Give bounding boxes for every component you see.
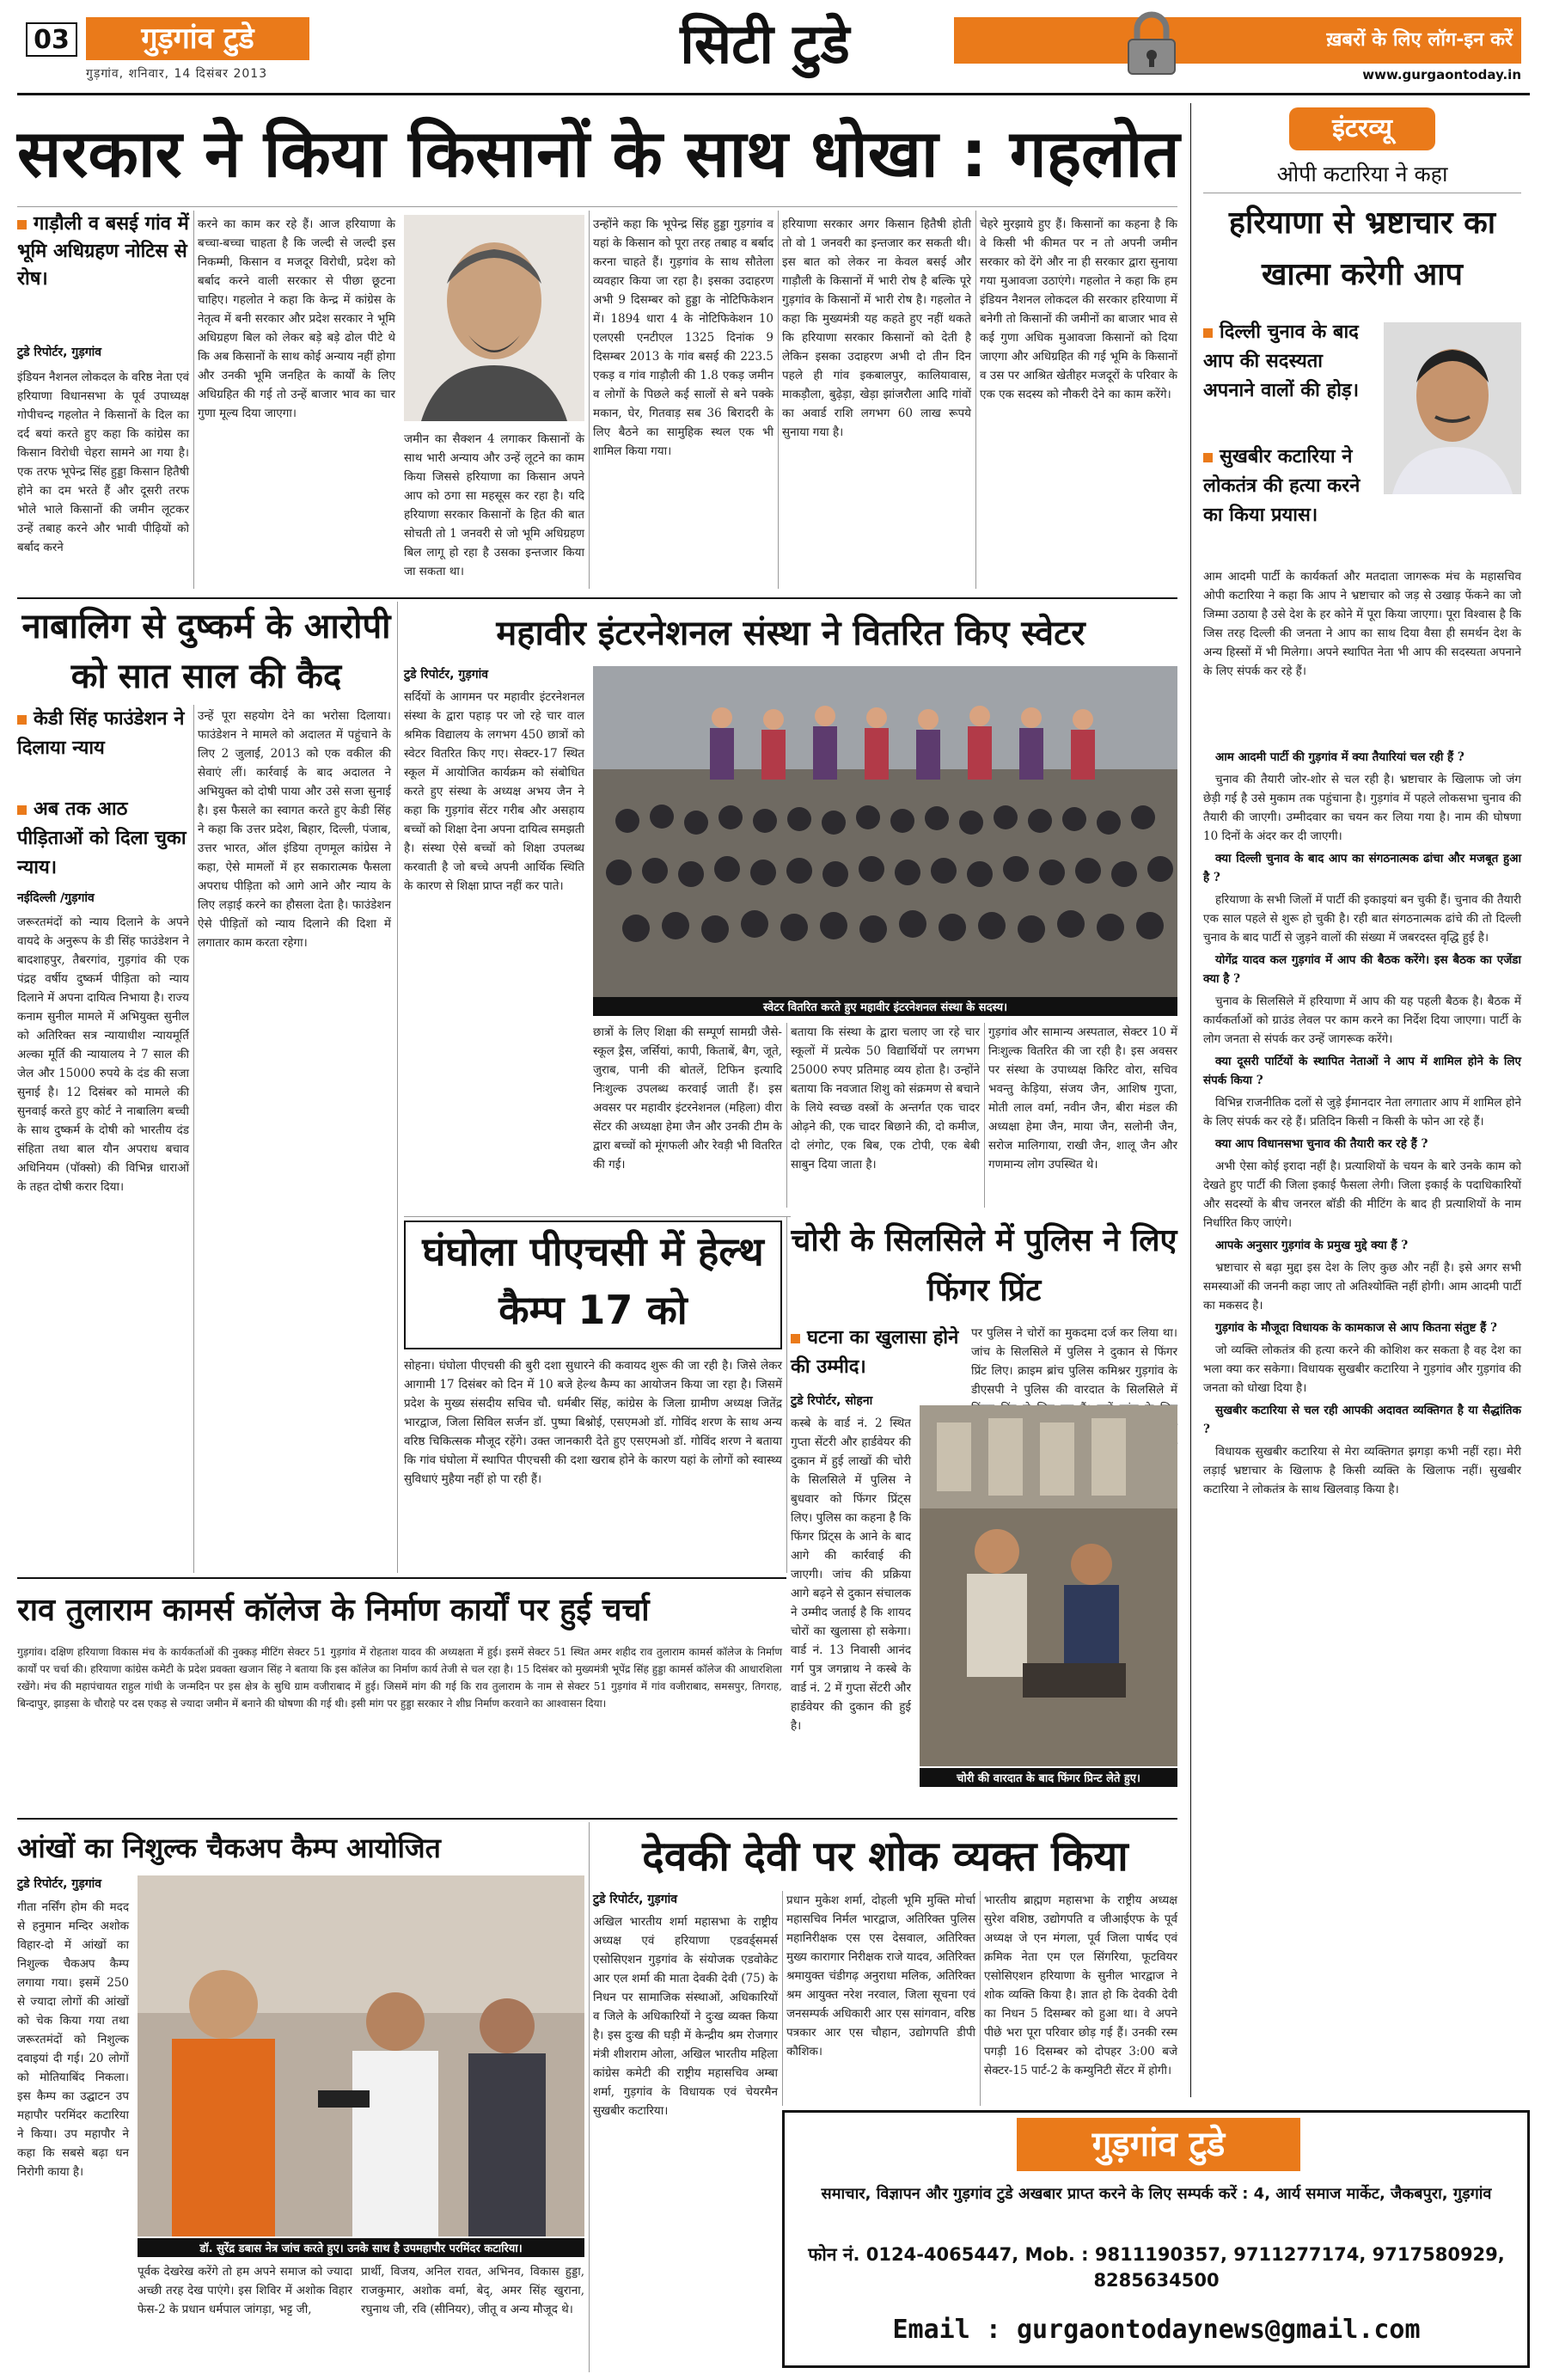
- page-number: 03: [26, 22, 77, 57]
- footer-email[interactable]: Email : gurgaontodaynews@gmail.com: [892, 2315, 1421, 2345]
- eye-body: गीता नर्सिंग होम की मदद से हनुमान मन्दिर अशोक विहार-दो में आंखों का निशुल्क चैकअप कैम्प लगाया गया। इसमें 250 से ज्यादा लोगों की आंखों को चेक किया गया तथा जरूरतमंदों को निशुल्क दवाइयां दी गई। 20 लोगों को मोतियाबिंद निकला। इस कैम्प का उद्घाटन उप महापौर परमिंदर कटारिया ने किया। उप महापौर ने कहा कि सबसे बढ़ा धन निरोगी काया है।: [17, 1900, 129, 2179]
- sweater-col-b: बताया कि संस्था के द्वारा चलाए जा रहे चार स्कूलों में प्रत्येक 50 विद्यार्थियों पर लगभग 25000 रुपए प्रतिमाह व्यय होता है। उन्होंने बताया कि नवजात शिशु को संक्रमण से बचाने के लिये स्वच्छ वस्त्रों के अन्तर्गत एक चादर ओढ़ने की, एक चादर बिछाने की, दो कमीज, दो लंगोट, एक बिब, एक टोपी, एक बेबी साबुन दिया जाता है।: [791, 1025, 980, 1172]
- answer-7: जो व्यक्ति लोकतंत्र की हत्या करने की कोशिश कर सकता है वह देश का भला क्या कर सकेगा। विधायक सुखबीर कटारिया ने गुड़गांव और गुड़गांव की जनता को धोखा दिया है।: [1203, 1343, 1521, 1395]
- court-col-2: उन्हें पूरा सहयोग देने का भरोसा दिलाया। फाउंडेशन ने मामले को अदालत में पहुंचाने के लिए 2 जुलाई, 2013 को एक वकील की सेवाएं लीं। कार्रवाई के बाद अदालत ने अभियुक्त को दोषी पाया और उसे सजा सुनाई है। इस फैसले का स्वागत करते हुए केडी सिंह ने कहा कि उत्तर प्रदेश, बिहार, दिल्ली, पंजाब, उत्तर भारत, ऑल इंडिया तृणमूल कांग्रेस ने कहा, ऐसे मामलों में हर सकारात्मक फैसला अपराध पीड़िता को आगे आने और न्याय के लिए लड़ाई करने का हौसला देता है। फाउंडेशन ऐसे पीड़ितों को न्याय दिलाने की दिशा में लगातार काम करता रहेगा।: [198, 709, 391, 950]
- sweater-col-c: गुड़गांव और सामान्य अस्पताल, सेक्टर 10 में निःशुल्क वितरित की जा रही है। इस अवसर पर संस्था के उपाध्यक्ष किरिट वोरा, सचिव भवन्तु केड़िया, संजय जैन, आशिष गुप्ता, मोती लाल वर्मा, नवीन जैन, बीरा मंडल की अध्यक्षा हेमा जैन, माया जैन, सलोनी जैन, सरोज मालिगाया, राखी जैन, शालू जैन और गणमान्य लोग उपस्थित थे।: [988, 1025, 1177, 1172]
- eye-headline: आंखों का निशुल्क चैकअप कैम्प आयोजित: [17, 1832, 441, 1864]
- lead-col-3: जमीन का सैक्शन 4 लगाकर किसानों के साथ भारी अन्याय और उन्हें लूटने का काम किया जिससे हरियाणा का किसान अपने आप को ठगा सा महसूस कर रहा है। यदि हरियाणा सरकार किसानों के हित की बात सोचती तो 1 जनवरी से जो भूमि अधिग्रहण बिल लागू हो रहा है उसका इन्तजार किया जा सकता था।: [404, 432, 584, 578]
- question-2: क्या दिल्ली चुनाव के बाद आप का संगठनात्मक ढांचा और मजबूत हुआ है ?: [1203, 852, 1521, 884]
- contact-box: [782, 2110, 1530, 2368]
- question-7: गुड़गांव के मौजूदा विधायक के कामकाज से आप कितना संतुष्ट हैं ?: [1215, 1321, 1497, 1335]
- sweater-headline: महावीर इंटरनेशनल संस्था ने वितरित किए स्वेटर: [496, 614, 1085, 653]
- answer-6: भ्रष्टाचार से बढ़ा मुद्दा इस देश के लिए कुछ और नहीं है। इसे अगर सभी समस्याओं की जननी कहा जाए तो अतिश्योक्ति नहीं होगी। आम आदमी पार्टी का मकसद है।: [1203, 1261, 1521, 1312]
- theft-col-1: कस्बे के वार्ड नं. 2 स्थित गुप्ता सेंटरी और हार्डवेयर की दुकान में हुई लाखों की चोरी के सिलसिले में पुलिस ने बुधवार को फिंगर प्रिंट्स लिए। पुलिस का कहना है कि फिंगर प्रिंट्स के आने के बाद आगे की कार्रवाई की जाएगी। जांच की प्रक्रिया आगे बढ़ने से दुकान संचालक ने उम्मीद जताई है कि शायद चोरों का खुलासा हो सकेगा। वार्ड नं. 13 निवासी आनंद गर्ग पुत्र जगन्नाथ ने कस्बे के वार्ड नं. 2 में गुप्ता सेंटरी और हार्डवेयर की दुकान की हुई है।: [791, 1416, 911, 1733]
- ghangola-headline: घंघोला पीएचसी में हेल्थ कैम्प 17 को: [404, 1221, 782, 1349]
- footer-address: समाचार, विज्ञापन और गुड़गांव टुडे अखबार प्राप्त करने के लिए सम्पर्क करें : 4, आर्य समाज मार्केट, जैकबपुरा, गुड़गांव: [821, 2185, 1492, 2203]
- masthead-logo: गुड़गांव टुडे: [86, 17, 309, 60]
- gehlot-photo: [404, 215, 584, 421]
- theft-caption-text: चोरी की वारदात के बाद फिंगर प्रिन्ट लेते हुए।: [920, 1768, 1177, 1787]
- answer-1: चुनाव की तैयारी जोर-शोर से चल रही है। भ्रष्टाचार के खिलाफ जो जंग छेड़ी गई है उसे मुकाम तक पहुंचाना है। गुड़गांव में पहले लोकसभा चुनाव की तैयारी की जाएगी। उम्मीदवार का चयन कर लिया गया है। नाम की घोषणा 10 दिनों के अंदर कर दी जाएगी।: [1203, 773, 1521, 843]
- qa-block: [1203, 748, 1521, 1499]
- lead-col-5: हरियाणा सरकार अगर किसान हितैषी होती तो वो 1 जनवरी का इन्तजार कर सकती थी। इस बात को लेकर ना केवल बसई और गाड़ौली के किसानों में भारी रोष है बल्कि पूरे गुड़गांव के किसानों में भारी रोष है। गहलोत ने कहा कि मुख्यमंत्री यह कहते हुए नहीं थकते कि हरियाणा सरकार किसानों को देती है लेकिन इसका उदाहरण अभी दो तीन दिन पहले ही गांव इकबालपुर, कालियावास, माकड़ौला, बुढ़ेड़ा, खेड़ा झांजरौला आदि गांवों का अवार्ड राशि लगभग 60 लाख रूपये सुनाया गया है।: [782, 217, 971, 439]
- lead-headline: सरकार ने किया किसानों के साथ धोखा : गहलोत: [17, 115, 1180, 192]
- court-bullet-2: अब तक आठ पीड़िताओं को दिला चुका न्याय।: [17, 798, 186, 878]
- answer-5: अभी ऐसा कोई इरादा नहीं है। प्रत्याशियों के चयन के बारे उनके काम को देखते हुए पार्टी की जिला इकाई फैसला लेगी। जिला इकाई के पदाधिकारियों और सदस्यों के बीच जनरल बॉडी की मीटिंग के बाद ही प्रत्याशियों के नाम निर्धारित किए जाएंगे।: [1203, 1159, 1521, 1230]
- lead-byline: टुडे रिपोर्टर, गुड़गांव: [17, 346, 101, 359]
- interview-qa: [1203, 748, 1521, 2093]
- eye-col-3: प्रार्थी, विजय, अनिल रावत, अभिनव, विकास हुड्डा, राजकुमार, अशोक वर्मा, बेद्, अमर सिंह खुराना, रघुनाथ जी, रवि (सीनियर), जीतू व अन्य मौजूद थे।: [361, 2265, 584, 2316]
- theft-headline: चोरी के सिलसिले में पुलिस ने लिए फिंगर प्रिंट: [791, 1223, 1177, 1308]
- lead-col-6: चेहरे मुरझाये हुए हैं। किसानों का कहना है कि वे किसी भी कीमत पर न तो अपनी जमीन सरकार को देंगे और ना ही सरकार द्वारा सुनाया गया मुआवजा उठाएंगे। गहलोत ने कहा कि हम इंडियन नैशनल लोकदल की सरकार हरियाणा में बनेगी तो किसानों की जमीनों का बाजार भाव से कई गुणा अधिक मुआवजा किसानों को दिया जाएगा और अधिग्रहित की गई भूमि के किसानों व उस पर आश्रित खेतीहर मजदूरों के परिवार के एक एक सदस्य को नौकरी देने का काम करेंगे।: [980, 217, 1177, 401]
- sweater-caption-text: स्वेटर वितरित करते हुए महावीर इंटरनेशनल संस्था के सदस्य।: [593, 997, 1177, 1016]
- eye-byline: टुडे रिपोर्टर, गुड़गांव: [17, 1877, 101, 1891]
- question-3: योगेंद्र यादव कल गुड़गांव में आप की बैठक करेंगे। इस बैठक का एजेंडा क्या है ?: [1203, 953, 1521, 986]
- theft-byline: टुडे रिपोर्टर, सोहना: [791, 1394, 873, 1408]
- sweater-caption: [593, 997, 1177, 1018]
- answer-3: चुनाव के सिलसिले में हरियाणा में आप की यह पहली बैठक है। बैठक में कार्यकर्ताओं को ग्राउंड लेवल पर काम करने का निर्देश दिया जाएगा। पार्टी के लोग जनता से संपर्क कर उन्हें जागरूक करेंगे।: [1203, 994, 1521, 1046]
- court-col-1: जरूरतमंदों को न्याय दिलाने के अपने वायदे के अनुरूप के डी सिंह फाउंडेशन ने बादशाहपुर, तैबरगांव, गुड़गांव की एक पंद्रह वर्षीय दुष्कर्म पीड़िता को न्याय दिलाने में अपना दायित्व निभाया है। राज्य कनाम सुनील मामले में अभियुक्त सुनील को अतिरिक्त सत्र न्यायाधीश न्यायमूर्ति अल्का मूर्ति की न्यायालय ने 7 साल की जेल और 15000 रुपये के दंड की सजा सुनाई है। 12 दिसंबर को मामले की सुनवाई करते हुए कोर्ट ने नाबालिग बच्ची के साथ दुष्कर्म के दोषी को भारतीय दंड संहिता तथा बाल यौन अपराध बचाव अधिनियम (पॉक्सो) की विभिन्न धाराओं के तहत दोषी करार दिया।: [17, 915, 189, 1194]
- question-8: सुखबीर कटारिया से चल रही आपकी अदावत व्यक्तिगत है या सैद्धांतिक ?: [1203, 1404, 1521, 1436]
- interview-kicker: ओपी कटारिया ने कहा: [1276, 162, 1448, 187]
- question-5: क्या आप विधानसभा चुनाव की तैयारी कर रहे हैं ?: [1215, 1137, 1428, 1151]
- eye-caption: [138, 2238, 584, 2259]
- interview-bullet-1: दिल्ली चुनाव के बाद आप की सदस्यता अपनाने वालों की होड़।: [1203, 321, 1360, 401]
- eye-col-2: पूर्वक देखरेख करेंगे तो हम अपने समाज को ज्यादा अच्छी तरह देख पाएंगे। इस शिविर में अशोक विहार फेस-2 के प्रधान धर्मपाल जांगड़ा, भट्ट जी,: [138, 2265, 352, 2316]
- answer-8: विधायक सुखबीर कटारिया से मेरा व्यक्तिगत झगड़ा कभी नहीं रहा। मेरी लड़ाई भ्रष्टाचार के खिलाफ है किसी व्यक्ति के खिलाफ नहीं। सुखबीर कटारिया ने लोकतंत्र के साथ खिलवाड़ किया है।: [1203, 1445, 1521, 1496]
- website-link[interactable]: www.gurgaontoday.in: [1362, 67, 1521, 83]
- interview-bullet-2: सुखबीर कटारिया ने लोकतंत्र की हत्या करने का किया प्रयास।: [1203, 446, 1361, 526]
- login-banner-text: ख़बरों के लिए लॉग-इन करें: [1326, 29, 1513, 51]
- condolence-col-2: प्रधान मुकेश शर्मा, दोहली भूमि मुक्ति मोर्चा महासचिव निर्मल भारद्वाज, अतिरिक्त पुलिस महानिरीक्षक एस एस देसवाल, अतिरिक्त मुख्य कारागार निरीक्षक राजे यादव, अतिरिक्त श्रमायुक्त चंडीगढ़ अनुराधा मलिक, अतिरिक्त श्रम आयुक्त नरेश नरवाल, जिला सूचना एवं जनसम्पर्क अधिकारी आर एस सांगवान, वरिष्ठ पत्रकार आर एस चौहान, उद्योगपति डीपी कौशिक।: [786, 1894, 975, 2059]
- interview-tag: इंटरव्यू: [1289, 107, 1435, 150]
- court-byline: नईदिल्ली /गुड़गांव: [17, 891, 95, 905]
- answer-2: हरियाणा के सभी जिलों में पार्टी की इकाइयां बन चुकी हैं। चुनाव की तैयारी एक साल पहले से शुरू हो चुकी है। रही बात संगठनात्मक ढांचे की तो दिल्ली चुनाव के बाद पार्टी से जुड़ने वालों की संख्या में जबरदस्त वृद्धि हुई है।: [1203, 893, 1521, 945]
- eye-photo: [138, 1875, 584, 2236]
- lead-col-1: इंडियन नैशनल लोकदल के वरिष्ठ नेता एवं हरियाणा विधानसभा के पूर्व उपाध्यक्ष गोपीचन्द गहलोत ने किसानों के दिल का दर्द बयां करते हुए कहा कि कांग्रेस का किसान विरोधी चेहरा सामने आ गया है। एक तरफ भूपेन्द्र सिंह हुड्डा किसान हितैषी होने का दम भरते हैं और दूसरी तरफ भोले भाले किसानों की जमीन लूटकर उन्हें तबाह करने और भावी पीढ़ियों को बर्बाद करने: [17, 370, 189, 554]
- question-1: आम आदमी पार्टी की गुड़गांव में क्या तैयारियां चल रही हैं ?: [1215, 750, 1464, 764]
- eye-caption-text: डॉ. सुरेंद्र डबास नेत्र जांच करते हुए। उनके साथ है उपमहापौर परमिंदर कटारिया।: [138, 2238, 584, 2257]
- court-headline: नाबालिग से दुष्कर्म के आरोपी को सात साल की कैद: [21, 607, 391, 696]
- lead-col-2: करने का काम कर रहे हैं। आज हरियाणा के बच्चा-बच्चा चाहता है कि जल्दी से जल्दी इस निकम्मी, किसान व मजदूर विरोधी, प्रदेश को बर्बाद करने वाली सरकार से पीछा छूटना चाहिए। गहलोत ने कहा कि केन्द्र में कांग्रेस के नेतृत्व में बनी सरकार और प्रदेश सरकार ने भूमि अधिग्रहण बिल को लेकर बड़े बड़े ढोल पीटे थे कि अब किसानों के साथ कोई अन्याय नहीं होगा और उनकी भूमि जनहित के कार्यों के लिए अधिग्रहित की गई तो उन्हें बाजार भाव का चार गुणा मूल्य दिया जाएगा।: [198, 217, 395, 420]
- college-headline: राव तुलाराम कामर्स कॉलेज के निर्माण कार्यों पर हुई चर्चा: [17, 1593, 650, 1628]
- lock-icon: [1122, 9, 1182, 77]
- ghangola-body: सोहना। घंघोला पीएचसी की बुरी दशा सुधारने की कवायद शुरू की जा रही है। जिसे लेकर आगामी 17 दिसंबर को दिन में 10 बजे हेल्थ कैम्प का आयोजन किया जा रहा है। जिसमें प्रदेश के मुख्य संसदीय सचिव चौ. धर्मबीर सिंह, कांग्रेस के जिला ग्रामीण अध्यक्ष जितेंद्र भारद्वाज, जिला सिविल सर्जन डॉ. पुष्पा बिश्नोई, एसएमओ डॉ. गोविंद शरण के साथ अन्य वरिष्ठ चिकित्सक मौजूद रहेंगे। उक्त जानकारी देते हुए एसएमओ डॉ. गोविंद शरण ने बताया कि गांव घंघोला में स्थापित पीएचसी की दशा खराब होने के कारण यहां के लोगों को स्वास्थ्य सुविधाएं मुहैया नहीं हो पा रही हैं।: [404, 1359, 782, 1486]
- sweater-byline: टुडे रिपोर्टर, गुड़गांव: [404, 668, 488, 682]
- lead-col-4: उन्होंने कहा कि भूपेन्द्र सिंह हुड्डा गुड़गांव व यहां के किसान को पूरा तरह तबाह व बर्बाद करना चाहते हैं। गुड़गांव के साथ सौतेला व्यवहार किया जा रहा है। इसका उदाहरण अभी 9 दिसम्बर को हुड्डा के नोटिफिकेशन में। 1894 धारा 4 के नोटिफिकेशन 10 एलएसी एनटीएल 1325 दिनांक 9 दिसम्बर 2013 के गांव बसई की 223.5 एकड़ व गांव गाड़ौली की 1.8 एकड़ जमीन व लोगों के पिछले कई सालों से बने पक्के मकान, घेर, गितवाड़ सब 36 बिरादरी के लिए बैठने का सामुहिक स्थल एक भी शामिल किया गया।: [593, 217, 774, 458]
- court-bullet-1: केडी सिंह फाउंडेशन ने दिलाया न्याय: [17, 708, 185, 759]
- question-4: क्या दूसरी पार्टियों के स्थापित नेताओं ने आप में शामिल होने के लिए संपर्क किया ?: [1203, 1055, 1521, 1087]
- college-body: गुड़गांव। दक्षिण हरियाणा विकास मंच के कार्यकर्ताओं की नुक्कड़ मीटिंग सेक्टर 51 गुड़गांव में रोहताश यादव की अध्यक्षता में हुई। इसमें सेक्टर 51 स्थित अमर शहीद राव तुलाराम कामर्स कॉलेज के निर्माण कार्यों पर चर्चा की। हरियाणा कांग्रेस कमेटी के प्रदेश प्रवक्ता खजान सिंह ने बताया कि इस कॉलेज का निर्माण कार्य तेजी से चल रहा है। 15 दिसंबर को मुख्यमंत्री भूपेंद्र सिंह हुड्डा कामर्स कॉलेज की आधारशिला रखेंगे। मंच की महापंचायत राहुल गांधी के जन्मदिन पर इस क्षेत्र के सुधि ग्राम वजीराबाद में हुई। जिसमें मांग की गई कि राव तुलाराम के नाम से सेक्टर 51 गुड़गांव में गांव वजीराबाद, समसपुर, तिगराह, बिन्दापुर, झाड़सा के चौराहे पर दस एकड़ से ज्यादा जमीन में बनाने की घोषणा की गई थी। इसी मांग पर हुड्डा सरकार ने शीघ्र निर्माण करवाने का आश्वासन दिया।: [17, 1646, 782, 1710]
- condolence-headline: देवकी देवी पर शोक व्यक्त किया: [642, 1832, 1128, 1881]
- question-6: आपके अनुसार गुड़गांव के प्रमुख मुद्दे क्या हैं ?: [1215, 1239, 1409, 1252]
- footer-phone: फोन नं. 0124-4065447, Mob. : 9811190357, 9711277174, 9717580929, 8285634500: [808, 2244, 1505, 2291]
- theft-col-2: पर पुलिस ने चोरों का मुकदमा दर्ज कर लिया था। जांच के सिलसिले में पुलिस ने दुकान से फिंगर प्रिंट लिए। क्राइम ब्रांच पुलिस कमिश्नर गुड़गांव के डीएसपी ने पुलिस की वारदात के सिलसिले में: [971, 1326, 1177, 1397]
- sweater-col-a: छात्रों के लिए शिक्षा की सम्पूर्ण सामग्री जैसे-स्कूल ड्रैस, जर्सियां, कापी, किताबें, बैग, जूते, जुराब, पानी की बोतलें, टिफिन इत्यादि निःशुल्क उपलब्ध करवाई जाती हैं। इस अवसर पर महावीर इंटरनेशनल (महिला) वीरा सेंटर की अध्यक्षा हेमा जैन और उनकी टीम के द्वारा बच्चों को मूंगफली और रेवड़ी भी वितरित की गई।: [593, 1025, 782, 1172]
- answer-4: विभिन्न राजनीतिक दलों से जुड़े ईमानदार नेता लगातार आप में शामिल होने के लिए संपर्क कर रहे हैं। प्रतिदिन किसी न किसी के फोन आ रहे हैं।: [1203, 1096, 1521, 1129]
- katariya-photo: [1384, 322, 1521, 494]
- sweater-body: सर्दियों के आगमन पर महावीर इंटरनेशनल संस्था के द्वारा पहाड़ पर जो रहे चार वाल श्रमिक विद्यालय के लगभग 450 छात्रों को स्वेटर वितरित किए गए। सेक्टर-17 स्थित स्कूल में आयोजित कार्यक्रम को संबोधित करते हुए संस्था के अध्यक्ष अभय जैन ने कहा कि गुड़गांव सेंटर गरीब और असहाय बच्चों को शिक्षा देना अपना दायित्व समझती है। संस्था ऐसे बच्चों को शिक्षा उपलब्ध करवाती है जो बच्चे अपनी आर्थिक स्थिति के कारण से शिक्षा प्राप्त नहीं कर पाते।: [404, 690, 584, 893]
- masthead-bar: [0, 0, 1547, 95]
- theft-caption: [920, 1768, 1177, 1789]
- dateline: गुड़गांव, शनिवार, 14 दिसंबर 2013: [86, 67, 268, 81]
- interview-intro: आम आदमी पार्टी के कार्यकर्ता और मतदाता जागरूक मंच के महासचिव ओपी कटारिया ने कहा कि आप ने भ्रष्टाचार को जड़ से उखाड़ फेंकने का जो जिम्मा उठाया है उसे देश के हर कोने में पूरा किया जाएगा। पूरा विश्वास है कि जिस तरह दिल्ली की जनता ने आप का साथ दिया वैसा ही समर्थन देश के अन्य हिस्सों में भी मिलेगा। अपने स्थापित नेता भी आप की सदस्यता अपनाने के लिए संपर्क कर रहे हैं।: [1203, 570, 1521, 678]
- condolence-col-1: अखिल भारतीय शर्मा महासभा के राष्ट्रीय अध्यक्ष एवं हरियाणा एडवर्ड्समर्स एसोसिएशन गुड़गांव के संयोजक एडवोकेट आर एल शर्मा की माता देवकी देवी (75) के निधन पर सामाजिक संस्थाओं, अधिकारियों व जिले के अधिकारियों ने दुःख व्यक्त किया है। इस दुःख की घड़ी में केन्द्रीय श्रम रोजगार मंत्री शीशराम ओला, अखिल भारतीय महिला कांग्रेस कमेटी की राष्ट्रीय महासचिव अम्बा शर्मा, गुड़गांव के विधायक एवं चेयरमैन सुखबीर कटारिया।: [593, 1915, 778, 2118]
- condolence-col-3: भारतीय ब्राह्मण महासभा के राष्ट्रीय अध्यक्ष सुरेश वशिष्ठ, उद्योगपति व जीआईएफ के पूर्व अध्यक्ष जे एन मंगला, पूर्व जिला पार्षद एवं क्रमिक नेता एम एल सिंगरिया, फूटवियर एसोसिएशन हरियाणा के सुनील भारद्वाज ने शोक व्यक्ति किया है। ज्ञात हो कि देवकी देवी का निधन 5 दिसम्बर को हुआ था। वे अपने पीछे भरा पूरा परिवार छोड़ गई हैं। उनकी रस्म पगड़ी 16 दिसम्बर को दोपहर 3:00 बजे सेक्टर-15 पार्ट-2 के कम्युनिटी सेंटर में होगी।: [984, 1894, 1177, 2077]
- interview-headline: हरियाणा से भ्रष्टाचार का खात्मा करेगी आप: [1228, 205, 1496, 292]
- theft-photo: [920, 1405, 1177, 1766]
- section-title: सिटी टुडे: [680, 13, 850, 76]
- sweater-photo: [593, 666, 1177, 997]
- condolence-byline: टुडे रिपोर्टर, गुड़गांव: [593, 1893, 677, 1906]
- theft-bullet: घटना का खुलासा होने की उम्मीद।: [791, 1327, 959, 1378]
- footer-brand: गुड़गांव टुडे: [1017, 2118, 1300, 2171]
- lead-bullet: गाड़ौली व बसई गांव में भूमि अधिग्रहण नोटिस से रोष।: [17, 213, 189, 290]
